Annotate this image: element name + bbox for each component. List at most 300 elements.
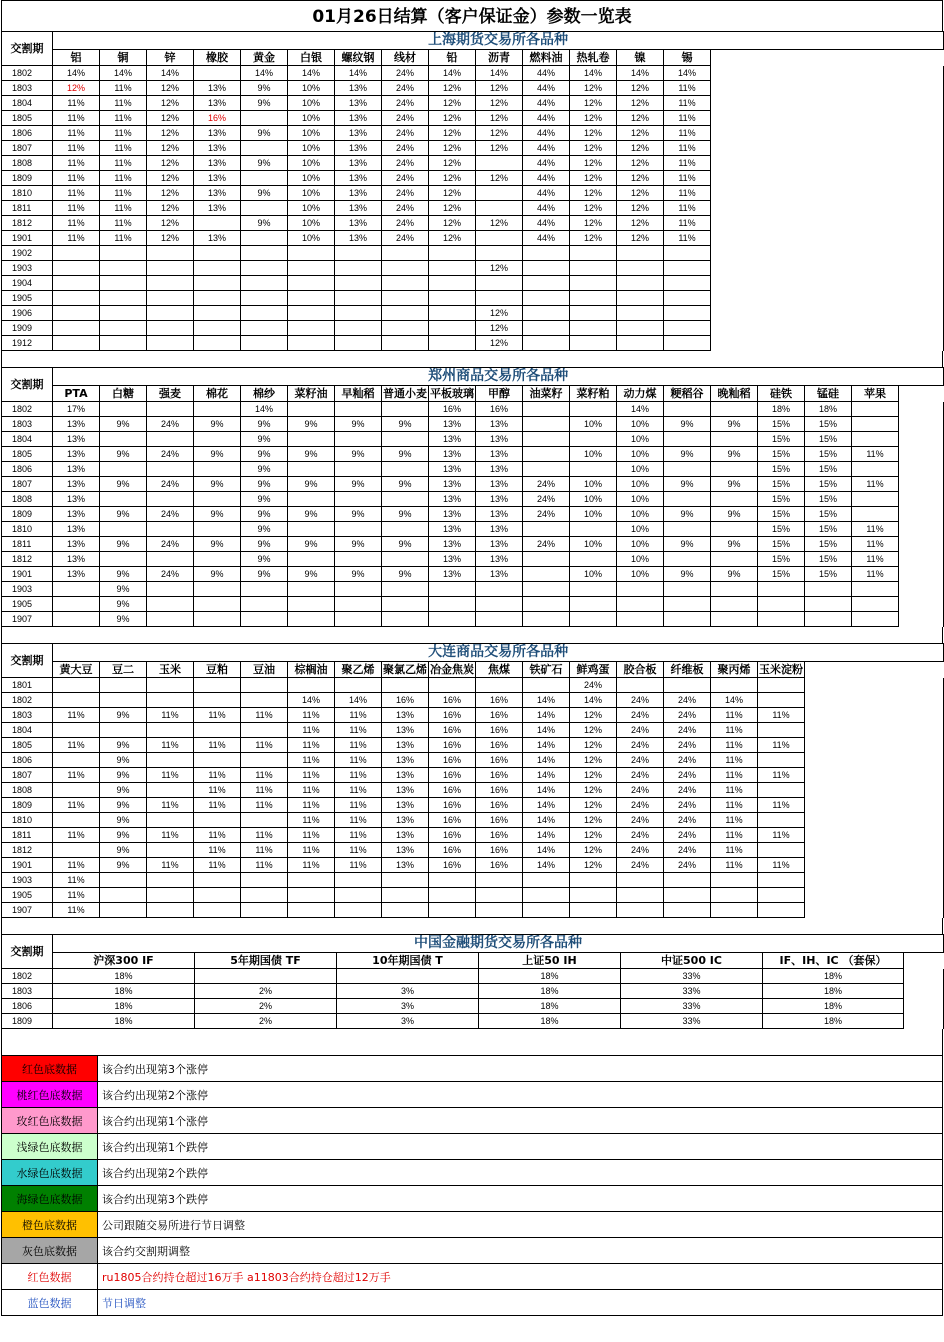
table-row <box>2 81 944 96</box>
table-row <box>2 201 944 216</box>
margin-cell <box>711 582 758 597</box>
margin-cell <box>664 291 711 306</box>
margin-cell <box>147 492 194 507</box>
margin-cell <box>523 321 570 336</box>
margin-cell: 13% <box>53 417 100 432</box>
margin-cell <box>382 888 429 903</box>
margin-cell: 13% <box>382 858 429 873</box>
margin-cell: 13% <box>476 522 523 537</box>
margin-cell: 12% <box>429 231 476 246</box>
margin-cell: 13% <box>429 447 476 462</box>
margin-cell: 15% <box>758 462 805 477</box>
margin-cell <box>195 969 337 984</box>
margin-cell: 11% <box>335 708 382 723</box>
margin-cell <box>53 321 100 336</box>
section-spacer <box>1 627 943 643</box>
margin-cell <box>147 246 194 261</box>
margin-cell <box>476 582 523 597</box>
margin-cell: 15% <box>805 462 852 477</box>
margin-cell: 11% <box>711 783 758 798</box>
margin-cell: 44% <box>523 126 570 141</box>
margin-cell: 10% <box>288 171 335 186</box>
margin-cell: 24% <box>570 678 617 693</box>
table-row <box>2 126 944 141</box>
margin-cell: 13% <box>429 552 476 567</box>
margin-cell: 11% <box>852 522 899 537</box>
margin-cell <box>664 612 711 627</box>
margin-cell: 44% <box>523 231 570 246</box>
table-row <box>2 261 944 276</box>
margin-cell: 11% <box>852 477 899 492</box>
margin-cell: 9% <box>194 567 241 582</box>
margin-cell: 16% <box>429 828 476 843</box>
table-row <box>2 858 944 873</box>
product-header: 油菜籽 <box>523 386 570 402</box>
margin-cell: 12% <box>429 96 476 111</box>
product-header: 聚丙烯 <box>711 662 758 678</box>
delivery-month: 1907 <box>2 903 53 918</box>
margin-cell: 16% <box>476 753 523 768</box>
margin-cell <box>617 306 664 321</box>
margin-cell <box>570 402 617 417</box>
table-row <box>2 783 944 798</box>
margin-cell: 2% <box>195 999 337 1014</box>
margin-cell: 9% <box>241 417 288 432</box>
margin-cell: 11% <box>664 216 711 231</box>
margin-cell: 13% <box>335 81 382 96</box>
margin-cell <box>382 678 429 693</box>
margin-cell <box>241 276 288 291</box>
margin-cell: 9% <box>288 477 335 492</box>
margin-cell: 11% <box>664 141 711 156</box>
margin-cell: 24% <box>147 417 194 432</box>
margin-cell <box>100 522 147 537</box>
delivery-month: 1805 <box>2 111 53 126</box>
margin-cell: 16% <box>476 693 523 708</box>
table-row <box>2 843 944 858</box>
delivery-month: 1903 <box>2 582 53 597</box>
margin-cell: 9% <box>335 417 382 432</box>
margin-cell <box>100 246 147 261</box>
margin-cell <box>570 321 617 336</box>
delivery-month: 1801 <box>2 678 53 693</box>
margin-cell: 13% <box>194 171 241 186</box>
margin-cell: 9% <box>100 843 147 858</box>
margin-cell <box>758 813 805 828</box>
margin-cell: 12% <box>570 738 617 753</box>
product-header: 铅 <box>429 50 476 66</box>
margin-cell <box>335 597 382 612</box>
margin-cell: 24% <box>617 738 664 753</box>
margin-cell: 13% <box>429 462 476 477</box>
margin-cell: 9% <box>382 477 429 492</box>
product-header: 焦煤 <box>476 662 523 678</box>
margin-cell <box>147 678 194 693</box>
margin-cell: 15% <box>805 477 852 492</box>
legend-key: 水绿色底数据 <box>2 1160 98 1186</box>
margin-cell: 14% <box>570 66 617 81</box>
legend-key: 灰色底数据 <box>2 1238 98 1264</box>
margin-cell: 24% <box>523 537 570 552</box>
margin-cell <box>100 723 147 738</box>
product-header: 纤维板 <box>664 662 711 678</box>
margin-cell: 9% <box>100 738 147 753</box>
margin-cell: 14% <box>617 66 664 81</box>
margin-cell: 44% <box>523 111 570 126</box>
margin-cell: 13% <box>53 492 100 507</box>
margin-cell <box>194 597 241 612</box>
margin-cell <box>241 141 288 156</box>
margin-cell <box>429 888 476 903</box>
margin-cell: 11% <box>335 768 382 783</box>
margin-cell: 9% <box>100 768 147 783</box>
margin-cell: 15% <box>758 492 805 507</box>
table-row <box>2 336 944 351</box>
margin-cell: 9% <box>335 447 382 462</box>
product-header: 豆二 <box>100 662 147 678</box>
margin-cell: 9% <box>335 507 382 522</box>
margin-cell: 44% <box>523 216 570 231</box>
margin-cell: 15% <box>758 417 805 432</box>
margin-cell <box>335 678 382 693</box>
margin-cell: 16% <box>382 693 429 708</box>
margin-cell <box>100 492 147 507</box>
legend-description: ru1805合约持仓超过16万手 a11803合约持仓超过12万手 <box>98 1264 943 1290</box>
delivery-month: 1902 <box>2 246 53 261</box>
margin-cell: 16% <box>429 402 476 417</box>
margin-cell: 14% <box>100 66 147 81</box>
margin-cell: 9% <box>241 462 288 477</box>
margin-cell <box>53 723 100 738</box>
margin-cell: 9% <box>241 447 288 462</box>
shfe-table <box>1 31 944 351</box>
legend-description: 该合约出现第1个涨停 <box>98 1108 943 1134</box>
margin-cell: 9% <box>100 537 147 552</box>
margin-cell: 9% <box>711 447 758 462</box>
margin-cell: 33% <box>621 969 763 984</box>
margin-cell: 15% <box>805 507 852 522</box>
margin-cell: 11% <box>194 768 241 783</box>
margin-cell <box>758 843 805 858</box>
margin-cell: 12% <box>429 141 476 156</box>
margin-cell: 11% <box>53 111 100 126</box>
margin-cell: 15% <box>805 447 852 462</box>
margin-cell: 11% <box>335 783 382 798</box>
margin-cell <box>335 492 382 507</box>
margin-cell <box>100 462 147 477</box>
margin-cell <box>476 612 523 627</box>
margin-cell: 10% <box>617 417 664 432</box>
margin-cell: 9% <box>241 126 288 141</box>
product-header: 豆粕 <box>194 662 241 678</box>
margin-cell <box>241 813 288 828</box>
legend-row <box>2 1212 943 1238</box>
margin-cell: 16% <box>476 843 523 858</box>
product-header: 热轧卷 <box>570 50 617 66</box>
margin-cell: 11% <box>852 537 899 552</box>
margin-cell <box>852 582 899 597</box>
legend-key: 橙色底数据 <box>2 1212 98 1238</box>
margin-cell: 24% <box>382 81 429 96</box>
margin-cell: 9% <box>288 507 335 522</box>
margin-cell: 11% <box>53 768 100 783</box>
margin-cell: 16% <box>429 708 476 723</box>
margin-cell: 11% <box>664 231 711 246</box>
product-header: 菜籽粕 <box>570 386 617 402</box>
margin-cell: 15% <box>758 447 805 462</box>
margin-cell: 16% <box>429 768 476 783</box>
margin-cell <box>382 522 429 537</box>
margin-cell: 11% <box>100 141 147 156</box>
margin-cell <box>194 723 241 738</box>
margin-cell: 11% <box>241 858 288 873</box>
margin-cell <box>194 753 241 768</box>
margin-cell <box>617 612 664 627</box>
margin-cell: 11% <box>53 96 100 111</box>
margin-cell: 11% <box>241 798 288 813</box>
margin-cell <box>429 276 476 291</box>
margin-cell: 13% <box>194 186 241 201</box>
margin-cell: 11% <box>664 156 711 171</box>
margin-cell: 15% <box>805 417 852 432</box>
margin-cell: 11% <box>711 828 758 843</box>
margin-cell: 9% <box>241 537 288 552</box>
margin-cell: 10% <box>570 507 617 522</box>
margin-cell <box>664 276 711 291</box>
margin-cell: 16% <box>476 858 523 873</box>
margin-cell <box>570 432 617 447</box>
table-row <box>2 708 944 723</box>
margin-cell: 24% <box>664 828 711 843</box>
margin-cell <box>241 336 288 351</box>
margin-cell <box>194 336 241 351</box>
margin-cell: 13% <box>335 186 382 201</box>
margin-cell: 12% <box>429 156 476 171</box>
product-header: PTA <box>53 386 100 402</box>
margin-cell: 11% <box>53 888 100 903</box>
margin-cell: 12% <box>617 141 664 156</box>
margin-cell: 11% <box>711 798 758 813</box>
delivery-month: 1812 <box>2 216 53 231</box>
margin-cell: 11% <box>194 783 241 798</box>
margin-cell <box>852 402 899 417</box>
margin-cell: 9% <box>100 507 147 522</box>
table-row <box>2 246 944 261</box>
margin-cell: 12% <box>147 156 194 171</box>
margin-cell <box>382 246 429 261</box>
margin-cell: 11% <box>664 186 711 201</box>
product-header: 10年期国债 T <box>337 953 479 969</box>
margin-cell: 13% <box>382 738 429 753</box>
margin-cell: 10% <box>288 126 335 141</box>
margin-cell <box>194 432 241 447</box>
margin-cell: 12% <box>147 216 194 231</box>
product-header: 黄金 <box>241 50 288 66</box>
margin-cell <box>335 246 382 261</box>
margin-cell <box>570 336 617 351</box>
margin-cell: 13% <box>53 462 100 477</box>
dce-exchange-title: 大连商品交易所各品种 <box>53 644 944 662</box>
margin-cell: 14% <box>523 723 570 738</box>
margin-cell: 12% <box>617 156 664 171</box>
margin-cell: 12% <box>147 231 194 246</box>
margin-cell: 12% <box>570 156 617 171</box>
margin-cell <box>617 597 664 612</box>
margin-cell: 3% <box>337 984 479 999</box>
margin-cell: 11% <box>53 738 100 753</box>
margin-cell: 11% <box>53 231 100 246</box>
margin-cell <box>241 261 288 276</box>
margin-cell <box>570 522 617 537</box>
margin-cell: 24% <box>382 126 429 141</box>
margin-cell: 9% <box>288 447 335 462</box>
delivery-month: 1907 <box>2 612 53 627</box>
delivery-month: 1901 <box>2 567 53 582</box>
margin-cell: 11% <box>53 798 100 813</box>
margin-cell: 24% <box>617 708 664 723</box>
margin-cell: 44% <box>523 186 570 201</box>
margin-cell: 12% <box>476 111 523 126</box>
margin-cell: 13% <box>382 768 429 783</box>
margin-cell <box>288 246 335 261</box>
margin-cell <box>523 291 570 306</box>
table-row <box>2 612 944 627</box>
margin-cell: 12% <box>570 828 617 843</box>
margin-cell <box>100 678 147 693</box>
margin-cell: 13% <box>429 417 476 432</box>
margin-cell: 11% <box>194 828 241 843</box>
margin-cell: 13% <box>382 708 429 723</box>
margin-cell: 12% <box>429 111 476 126</box>
delivery-month: 1809 <box>2 507 53 522</box>
margin-cell <box>53 336 100 351</box>
margin-cell: 24% <box>382 66 429 81</box>
margin-cell <box>711 612 758 627</box>
margin-cell: 9% <box>100 597 147 612</box>
margin-cell: 14% <box>711 693 758 708</box>
margin-cell <box>100 552 147 567</box>
margin-cell: 14% <box>288 66 335 81</box>
margin-cell <box>147 597 194 612</box>
margin-cell: 9% <box>288 537 335 552</box>
margin-cell: 11% <box>53 708 100 723</box>
margin-cell: 13% <box>53 507 100 522</box>
margin-cell: 11% <box>100 126 147 141</box>
margin-cell: 14% <box>335 693 382 708</box>
margin-cell: 12% <box>570 96 617 111</box>
margin-cell <box>147 723 194 738</box>
margin-cell: 9% <box>100 582 147 597</box>
margin-cell: 11% <box>241 843 288 858</box>
product-header: 线材 <box>382 50 429 66</box>
margin-cell: 11% <box>335 798 382 813</box>
margin-cell <box>476 888 523 903</box>
margin-cell: 11% <box>711 708 758 723</box>
margin-cell <box>288 336 335 351</box>
margin-cell: 11% <box>53 903 100 918</box>
margin-cell: 12% <box>429 171 476 186</box>
margin-cell <box>617 276 664 291</box>
margin-cell: 3% <box>337 999 479 1014</box>
margin-cell: 13% <box>476 537 523 552</box>
margin-cell <box>711 888 758 903</box>
legend-row <box>2 1290 943 1316</box>
legend-row <box>2 1134 943 1160</box>
margin-cell <box>194 276 241 291</box>
table-row <box>2 813 944 828</box>
margin-cell: 24% <box>617 798 664 813</box>
margin-cell <box>53 843 100 858</box>
margin-cell <box>147 873 194 888</box>
margin-cell: 13% <box>53 432 100 447</box>
margin-cell <box>664 261 711 276</box>
margin-cell: 11% <box>758 858 805 873</box>
margin-cell: 11% <box>53 186 100 201</box>
page-title: 01月26日结算（客户保证金）参数一览表 <box>1 0 943 31</box>
margin-cell: 44% <box>523 156 570 171</box>
margin-cell: 10% <box>288 156 335 171</box>
legend-row <box>2 1082 943 1108</box>
margin-cell: 13% <box>429 567 476 582</box>
margin-cell: 15% <box>805 567 852 582</box>
margin-cell: 9% <box>382 417 429 432</box>
product-header: 豆油 <box>241 662 288 678</box>
margin-cell: 10% <box>288 201 335 216</box>
margin-cell <box>664 888 711 903</box>
legend-description: 节日调整 <box>98 1290 943 1316</box>
margin-cell: 9% <box>711 507 758 522</box>
margin-cell: 15% <box>805 522 852 537</box>
margin-cell: 11% <box>147 738 194 753</box>
margin-cell <box>147 903 194 918</box>
delivery-month: 1806 <box>2 999 53 1014</box>
delivery-month: 1806 <box>2 753 53 768</box>
margin-cell: 24% <box>617 723 664 738</box>
margin-cell: 9% <box>382 567 429 582</box>
margin-cell <box>711 903 758 918</box>
margin-cell: 33% <box>621 984 763 999</box>
margin-cell: 11% <box>288 813 335 828</box>
margin-cell <box>805 582 852 597</box>
margin-cell: 12% <box>147 171 194 186</box>
margin-cell <box>476 276 523 291</box>
margin-cell: 11% <box>53 858 100 873</box>
margin-cell: 12% <box>476 306 523 321</box>
margin-cell: 12% <box>570 81 617 96</box>
delivery-month: 1802 <box>2 969 53 984</box>
margin-cell <box>664 462 711 477</box>
delivery-month: 1804 <box>2 432 53 447</box>
margin-cell: 2% <box>195 984 337 999</box>
delivery-month: 1803 <box>2 984 53 999</box>
margin-cell <box>523 432 570 447</box>
margin-cell <box>194 888 241 903</box>
margin-cell: 13% <box>476 477 523 492</box>
product-header: 动力煤 <box>617 386 664 402</box>
margin-cell: 15% <box>758 522 805 537</box>
margin-cell <box>523 306 570 321</box>
table-row <box>2 723 944 738</box>
margin-cell: 11% <box>288 828 335 843</box>
margin-cell: 16% <box>429 843 476 858</box>
margin-cell <box>241 678 288 693</box>
margin-cell: 9% <box>664 477 711 492</box>
margin-cell <box>711 597 758 612</box>
table-row <box>2 432 944 447</box>
margin-cell: 13% <box>429 507 476 522</box>
section-spacer <box>1 1029 943 1055</box>
table-row <box>2 111 944 126</box>
